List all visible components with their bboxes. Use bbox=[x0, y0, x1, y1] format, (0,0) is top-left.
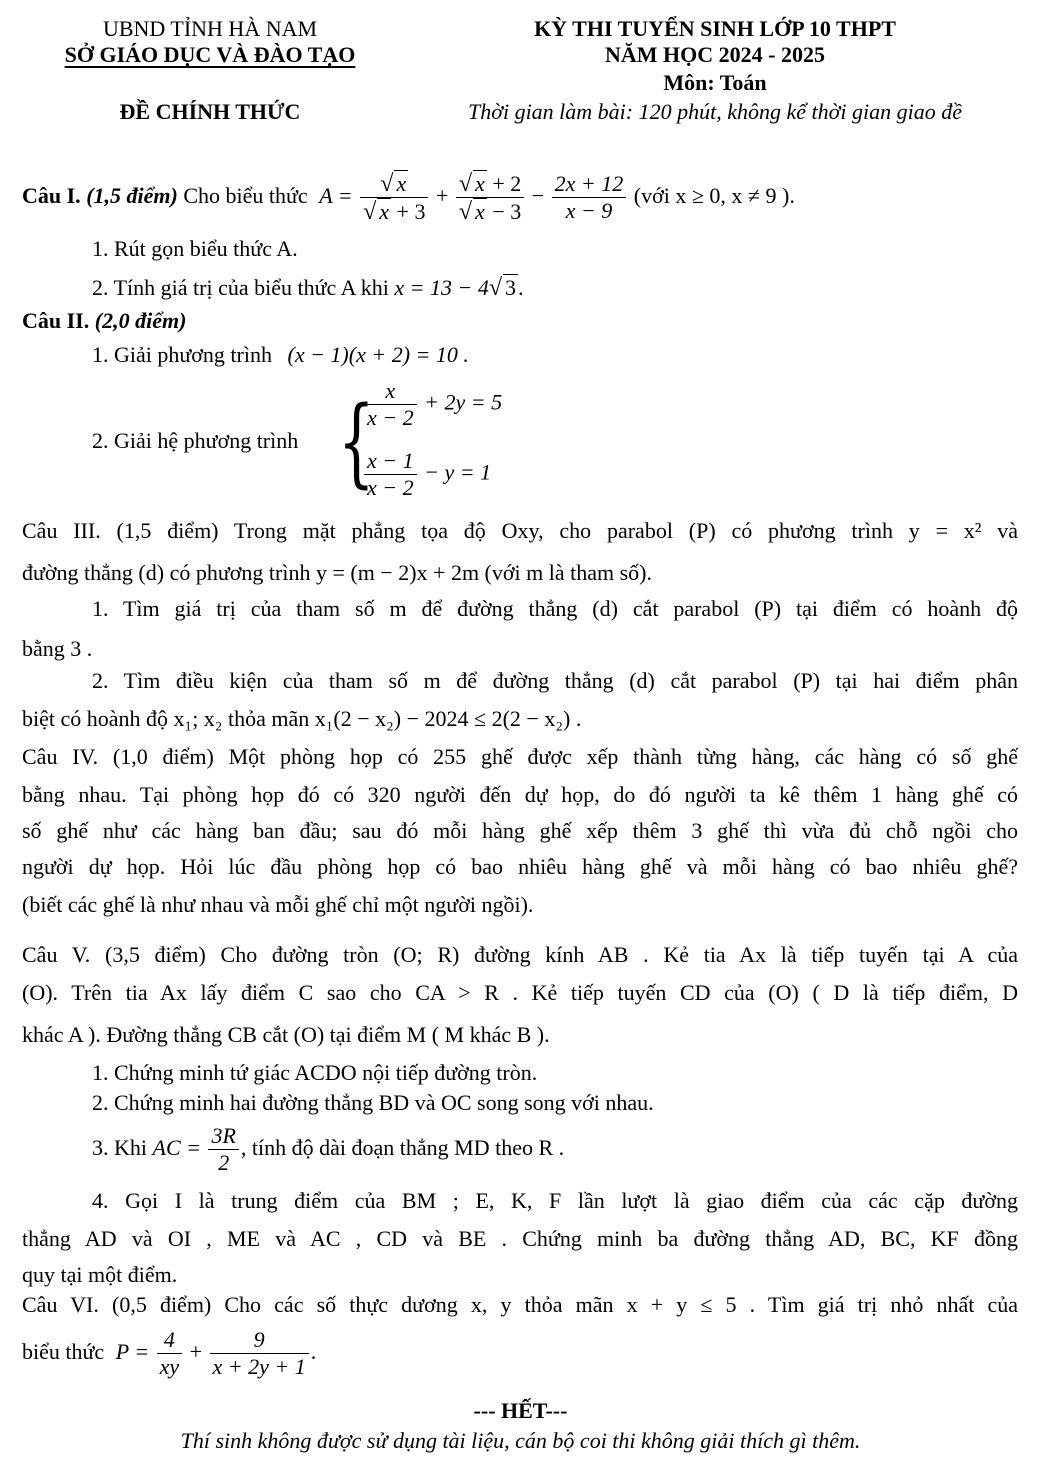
q1-part1: 1. Rút gọn biểu thức A. bbox=[92, 236, 298, 261]
q5-part3-den: 2 bbox=[218, 1150, 230, 1176]
header-subject: Môn: Toán bbox=[663, 70, 767, 95]
q2-title: Câu II. bbox=[22, 308, 90, 333]
end-mark: --- HẾT--- bbox=[473, 1398, 568, 1423]
q1-part2-end: . bbox=[518, 275, 524, 300]
q6-f1-num: 4 bbox=[157, 1327, 183, 1354]
q2-part1 bbox=[92, 342, 469, 368]
q1-f2-den-rad: x bbox=[475, 199, 485, 225]
q1-f2-num-rest: + 2 bbox=[492, 171, 522, 197]
q6-expression: biểu thức P = $\frac{4}{xy}$ + $\frac{9}{x + 2y + 1}$ . bbox=[22, 1327, 317, 1380]
header-office bbox=[40, 42, 380, 68]
q2-eq1 bbox=[362, 378, 502, 431]
q2-s2-rest: − y = 1 bbox=[424, 459, 492, 485]
q2-eq2 bbox=[362, 448, 491, 501]
header-office-text: SỞ GIÁO DỤC VÀ ĐÀO TẠO bbox=[64, 42, 356, 67]
q1-frac-1: $\frac{√ x}{√ x + 3}$ bbox=[360, 170, 428, 225]
q3-line-1: Câu III. (1,5 điểm) Trong mặt phẳng tọa độ Oxy, cho parabol (P) có phương trình y = x² và bbox=[22, 518, 1018, 543]
q1-f3-num: 2x + 12 bbox=[552, 171, 627, 198]
q6-P-eq: P = bbox=[115, 1339, 150, 1364]
q5-part4-line-1: 4. Gọi I là trung điểm của BM ; E, K, F lần lượt là giao điểm của các cặp đường bbox=[92, 1188, 1018, 1213]
q6-line-1: Câu VI. (0,5 điểm) Cho các số thực dương x, y thỏa mãn x + y ≤ 5 . Tìm giá trị nhỏ nhất của bbox=[22, 1292, 1018, 1317]
q2-s1-rest: + 2y = 5 bbox=[424, 389, 503, 415]
q5-line-3: khác A ). Đường thẳng CB cắt (O) tại điểm M ( M khác B ). bbox=[22, 1022, 550, 1047]
footer-note: Thí sinh không được sử dụng tài liệu, cán bộ coi thi không giải thích gì thêm. bbox=[180, 1428, 861, 1453]
q5-part3-ac: AC = bbox=[152, 1135, 201, 1160]
header-duration: Thời gian làm bài: 120 phút, không kể thời gian giao đề bbox=[467, 99, 962, 124]
header-school-year: NĂM HỌC 2024 - 2025 bbox=[605, 42, 825, 67]
q2-part1-math: (x − 1)(x + 2) = 10 . bbox=[287, 342, 469, 367]
q5-part1: 1. Chứng minh tứ giác ACDO nội tiếp đường tròn. bbox=[92, 1060, 538, 1085]
q5-line-2: (O). Trên tia Ax lấy điểm C sao cho CA > R . Kẻ tiếp tuyến CD của (O) ( D là tiếp điểm, D bbox=[22, 980, 1018, 1005]
q1-part2-text: 2. Tính giá trị của biểu thức A khi bbox=[92, 275, 389, 300]
q4-line-2: bằng nhau. Tại phòng họp đó có 320 người đến dự họp, do đó người ta kê thêm 1 hàng ghế có bbox=[22, 782, 1018, 807]
q4-line-3: số ghế như các hàng ban đầu; sau đó mỗi hàng ghế xếp thêm 3 ghế thì vừa đủ chỗ ngồi cho bbox=[22, 818, 1018, 843]
q2-s2-den: x − 2 bbox=[367, 475, 414, 500]
q4-line-5: (biết các ghế là như nhau và mỗi ghế chỉ một người ngồi). bbox=[22, 892, 534, 917]
q3-line-5: 2. Tìm điều kiện của tham số m để đường thẳng (d) cắt parabol (P) tại hai điểm phân bbox=[92, 668, 1018, 693]
header-department: UBND TỈNH HÀ NAM bbox=[102, 16, 318, 41]
q5-part3-post: , tính độ dài đoạn thẳng MD theo R . bbox=[240, 1135, 565, 1160]
q1-condition: (với x ≥ 0, x ≠ 9 ). bbox=[633, 183, 795, 208]
q2-heading bbox=[22, 308, 186, 334]
q1-f1-den-rest: + 3 bbox=[396, 199, 426, 225]
header-official-label: ĐỀ CHÍNH THỨC bbox=[119, 99, 301, 124]
q6-f1-den: xy bbox=[159, 1354, 180, 1380]
system-brace: { bbox=[338, 386, 375, 498]
q5-part2: 2. Chứng minh hai đường thẳng BD và OC song song với nhau. bbox=[92, 1090, 654, 1115]
q6-pre: biểu thức bbox=[22, 1339, 105, 1364]
q5-part4-line-2: thẳng AD và OI , ME và AC , CD và BE . Chứng minh ba đường thẳng AD, BC, KF đồng bbox=[22, 1226, 1018, 1251]
q1-part2-math: x = 13 − 4 bbox=[394, 275, 489, 300]
q5-part4-line-3: quy tại một điểm. bbox=[22, 1262, 178, 1287]
header-exam-title: KỲ THI TUYỂN SINH LỚP 10 THPT bbox=[534, 16, 896, 41]
q2-part2-text: 2. Giải hệ phương trình bbox=[92, 428, 299, 453]
q4-line-4: người dự họp. Hỏi lúc đầu phòng họp có bao nhiêu hàng ghế và mỗi hàng có bao nhiêu ghế? bbox=[22, 854, 1018, 879]
q3-line-4: bằng 3 . bbox=[22, 636, 93, 661]
q6-end: . bbox=[310, 1339, 317, 1364]
q1-f2-den-rest: − 3 bbox=[492, 199, 522, 225]
q1-frac-3 bbox=[552, 171, 627, 224]
q1-title: Câu I. bbox=[22, 183, 81, 208]
q1-f1-num: x bbox=[396, 171, 407, 197]
q4-line-1: Câu IV. (1,0 điểm) Một phòng họp có 255 ghế được xếp thành từng hàng, các hàng có số ghế bbox=[22, 744, 1018, 769]
q3-line-6: biệt có hoành độ x₁; x₂ thỏa mãn x₁(2 − x₂) − 2024 ≤ 2(2 − x₂) . bbox=[22, 706, 582, 731]
q1-part2-rad: 3 bbox=[505, 275, 517, 300]
q1-frac-2: $\frac{√ x + 2}{√ x - 3}$ bbox=[456, 170, 524, 225]
q1-part2: 2. Tính giá trị của biểu thức A khi x = 13 − 4√ 3. bbox=[92, 275, 524, 301]
q2-points: (2,0 điểm) bbox=[94, 308, 187, 333]
q5-line-1: Câu V. (3,5 điểm) Cho đường tròn (O; R) đường kính AB . Kẻ tia Ax là tiếp tuyến tại A của bbox=[22, 942, 1018, 967]
q3-line-3: 1. Tìm giá trị của tham số m để đường thẳng (d) cắt parabol (P) tại điểm có hoành độ bbox=[92, 596, 1018, 621]
q1-points: (1,5 điểm) bbox=[86, 183, 178, 208]
q1-f2-num-rad: x bbox=[475, 171, 485, 197]
q6-f2-num: 9 bbox=[210, 1327, 309, 1354]
q1-A-eq: A = bbox=[319, 183, 353, 208]
q1-line: Câu I. (1,5 điểm) Cho biểu thức A = $\frac{√ x}{√ x + 3}$ + $\frac{√ x + 2}{√ x - 3}$ − $\frac{2x + 12}{x - 9}$ (với x ≥ 0, x ≠ 9 ). bbox=[22, 171, 795, 226]
q6-f2-den: x + 2y + 1 bbox=[212, 1354, 306, 1380]
q1-intro: Cho biểu thức bbox=[183, 183, 308, 208]
q1-f1-den-rad: x bbox=[379, 199, 390, 225]
q2-part1-text: 1. Giải phương trình bbox=[92, 342, 272, 367]
q2-s1-den: x − 2 bbox=[367, 405, 414, 430]
q5-part3 bbox=[92, 1118, 564, 1178]
q2-s2-num: x − 1 bbox=[364, 448, 417, 475]
q5-part3-pre: 3. Khi bbox=[92, 1135, 147, 1160]
q2-s1-num: x bbox=[364, 378, 417, 405]
q3-line-2: đường thẳng (d) có phương trình y = (m − 2)x + 2m (với m là tham số). bbox=[22, 560, 652, 585]
q1-f3-den: x − 9 bbox=[565, 198, 613, 224]
q5-part3-num: 3R bbox=[208, 1123, 238, 1150]
